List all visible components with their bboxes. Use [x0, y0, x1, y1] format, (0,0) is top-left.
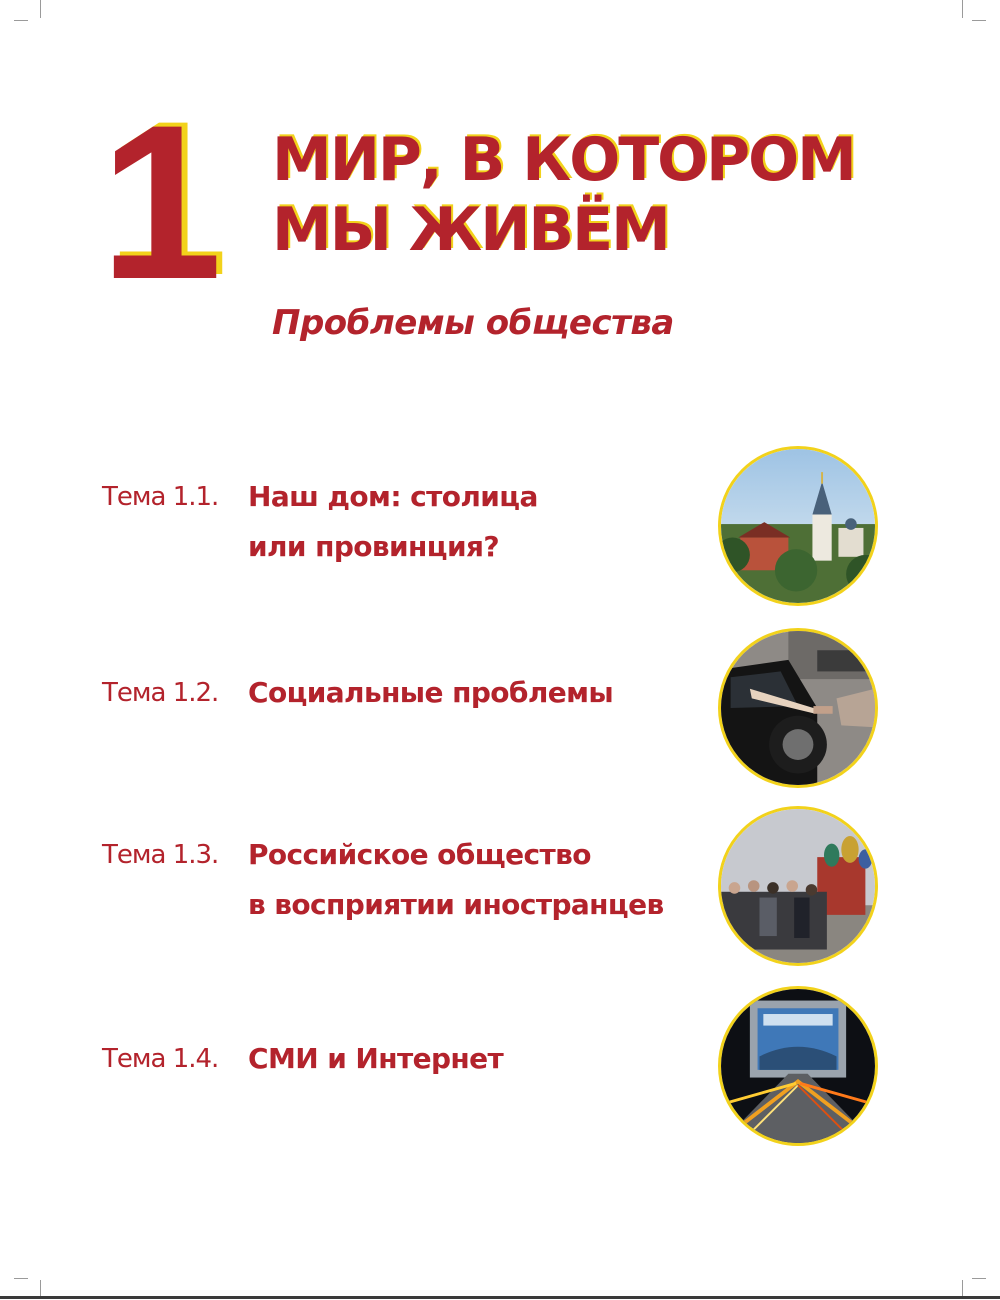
- topic-title-line: Наш дом: столица: [248, 480, 538, 513]
- topic-title-line: или провинция?: [248, 530, 499, 563]
- topic-1-4[interactable]: [102, 1034, 702, 1084]
- topic-title: [248, 668, 613, 718]
- crop-mark: [972, 1278, 986, 1279]
- red-square-tourists-photo: [718, 806, 878, 966]
- chapter-subtitle: Проблемы общества: [272, 303, 674, 343]
- topic-label: Тема 1.4.: [102, 1044, 219, 1074]
- chapter-title-line: МЫ ЖИВЁМ: [272, 195, 669, 265]
- chapter-title: [272, 125, 855, 265]
- topic-title-line: Российское общество: [248, 838, 591, 871]
- topic-1-1[interactable]: [102, 472, 702, 572]
- topic-label: Тема 1.1.: [102, 482, 219, 512]
- topic-1-2[interactable]: [102, 668, 702, 718]
- topic-title-line: в восприятии иностранцев: [248, 888, 664, 921]
- topic-label: Тема 1.2.: [102, 678, 219, 708]
- chapter-number: 1: [100, 79, 217, 325]
- bottom-rule: [0, 1296, 1000, 1299]
- crop-mark: [14, 20, 28, 21]
- topic-title-line: СМИ и Интернет: [248, 1042, 504, 1075]
- chapter-title-line: МИР, В КОТОРОМ: [272, 125, 855, 195]
- topic-title: [248, 1034, 503, 1084]
- topic-1-3[interactable]: [102, 830, 702, 930]
- crop-mark: [40, 0, 41, 18]
- crop-mark: [962, 0, 963, 18]
- city-churches-photo: [718, 446, 878, 606]
- crop-mark: [14, 1278, 28, 1279]
- topic-title-line: Социальные проблемы: [248, 676, 614, 709]
- topic-label: Тема 1.3.: [102, 840, 219, 870]
- internet-laptop-photo: [718, 986, 878, 1146]
- crop-mark: [972, 20, 986, 21]
- topic-title: [248, 830, 664, 930]
- topic-title: [248, 472, 538, 572]
- car-handout-photo: [718, 628, 878, 788]
